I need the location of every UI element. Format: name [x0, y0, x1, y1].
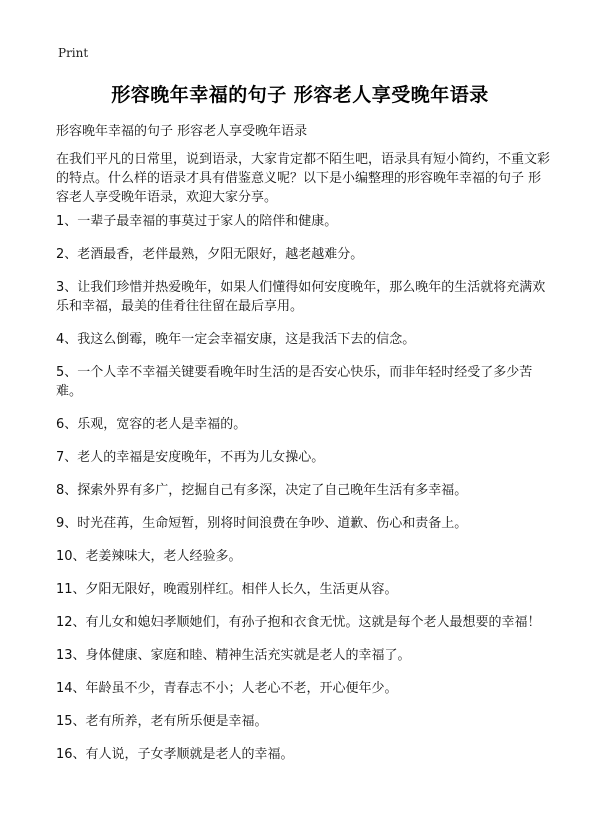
list-item: 11、夕阳无限好，晚霞别样红。相伴人长久，生活更从容。: [56, 582, 398, 597]
list-item: 7、老人的幸福是安度晚年，不再为儿女操心。: [56, 450, 325, 465]
article-subtitle: 形容晚年幸福的句子 形容老人享受晚年语录: [56, 124, 308, 139]
quote-list: [56, 212, 550, 778]
article-intro: 在我们平凡的日常里，说到语录，大家肯定都不陌生吧，语录具有短小简约，不重文彩的特点。什么样的语录才具有借鉴意义呢？以下是小编整理的形容晚年幸福的句子 形容老人享受晚年语录，欢迎大家分享。: [56, 152, 551, 205]
list-item: 1、一辈子最幸福的事莫过于家人的陪伴和健康。: [56, 214, 338, 229]
list-item: 10、老姜辣味大，老人经验多。: [56, 549, 242, 564]
list-item: 4、我这么倒霉，晚年一定会幸福安康，这是我活下去的信念。: [56, 332, 416, 347]
list-item: 2、老酒最香，老伴最熟，夕阳无限好，越老越难分。: [56, 247, 364, 262]
page-title: 形容晚年幸福的句子 形容老人享受晚年语录: [111, 84, 489, 106]
list-item: 15、老有所养，老有所乐便是幸福。: [56, 714, 268, 729]
list-item: 14、年龄虽不少，青春志不小；人老心不老，开心便年少。: [56, 681, 398, 696]
list-item: 13、身体健康、家庭和睦、精神生活充实就是老人的幸福了。: [56, 648, 411, 663]
list-item: 6、乐观，宽容的老人是幸福的。: [56, 417, 247, 432]
print-link[interactable]: Print: [58, 46, 89, 60]
list-item: 5、一个人幸不幸福关键要看晚年时生活的是否安心快乐，而非年轻时经受了多少苦难。: [56, 365, 533, 399]
list-item: 12、有儿女和媳妇孝顺她们，有孙子抱和衣食无忧。这就是每个老人最想要的幸福！: [56, 615, 541, 630]
list-item: 8、探索外界有多广，挖掘自己有多深，决定了自己晚年生活有多幸福。: [56, 483, 468, 498]
list-item: 3、让我们珍惜并热爱晚年，如果人们懂得如何安度晚年，那么晚年的生活就将充满欢乐和幸福，最美的佳肴往往留在最后享用。: [56, 280, 546, 314]
list-item: 16、有人说，子女孝顺就是老人的幸福。: [56, 747, 294, 762]
list-item: 9、时光荏苒，生命短暂，别将时间浪费在争吵、道歉、伤心和责备上。: [56, 516, 468, 531]
